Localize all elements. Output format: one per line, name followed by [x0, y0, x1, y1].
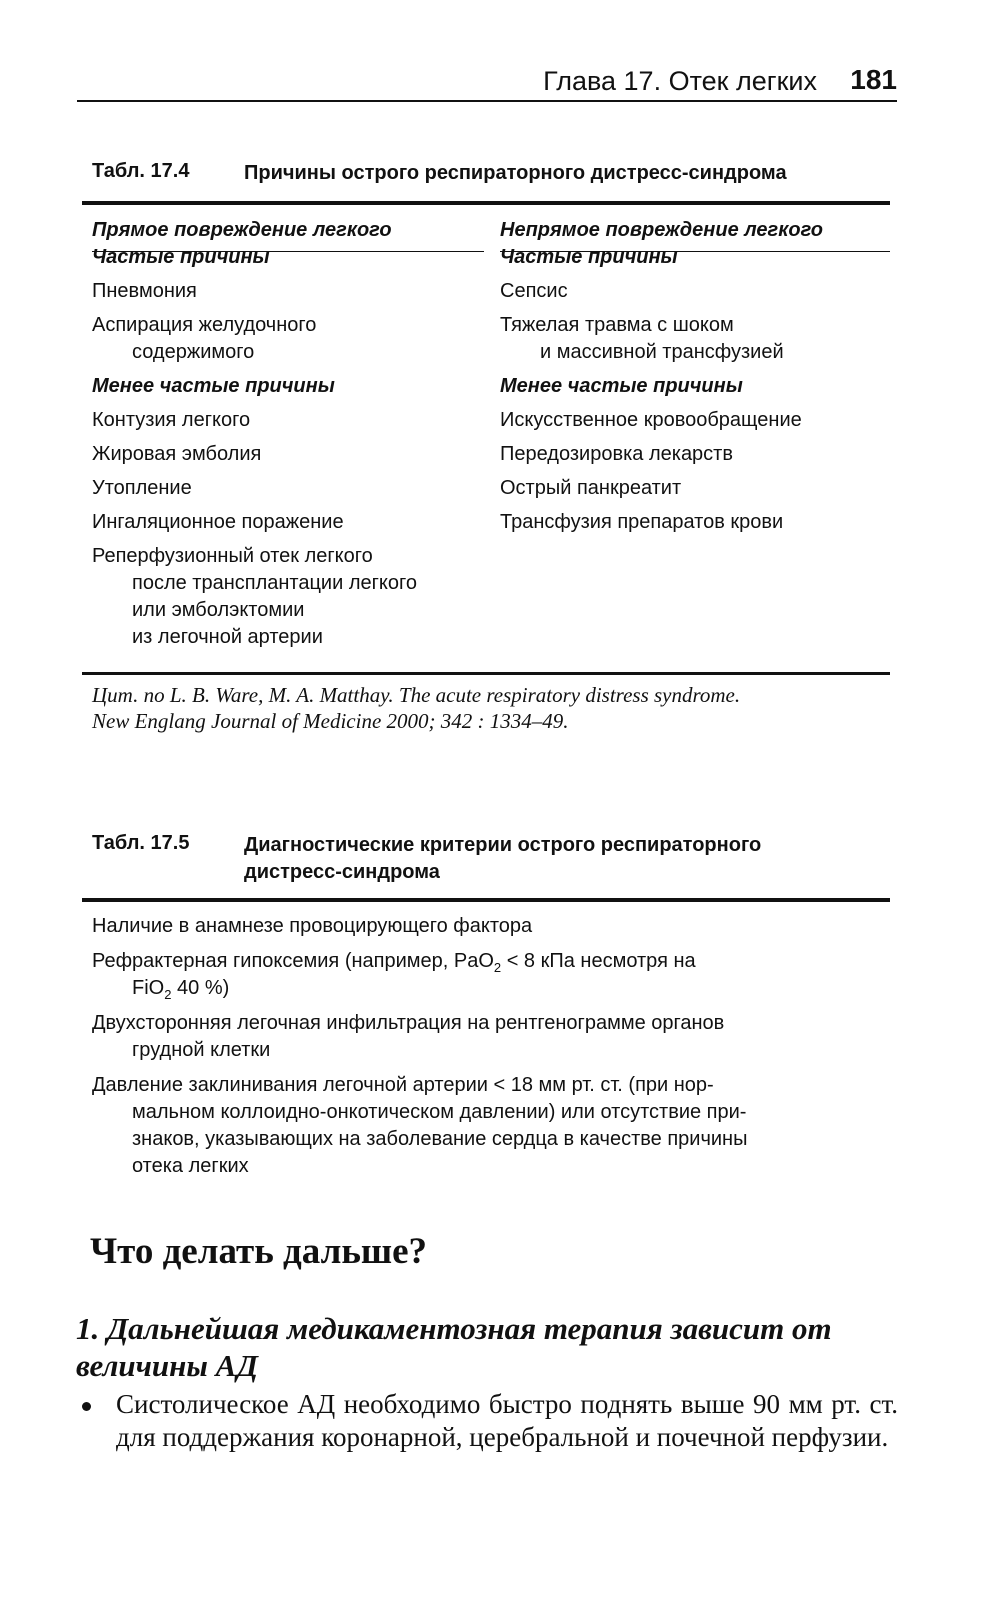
list-item: Ингаляционное поражение [92, 511, 344, 533]
section-title: Что делать дальше? [90, 1231, 428, 1272]
page-number: 181 [850, 64, 897, 95]
table-17-5-title: Диагностические критерии острого респираторного дистресс-синдрома [244, 834, 762, 883]
bullet-item [76, 1388, 898, 1454]
list-item: Двухсторонняя легочная инфильтрация на рентгенограмме органов грудной клетки [92, 1012, 725, 1061]
table-17-4-top-rule [82, 201, 890, 205]
bullet-text: Систолическое АД необходимо быстро поднять выше 90 мм рт. ст. для поддержания коронарной, церебральной и почечной перфузии. [116, 1389, 898, 1452]
list-item: Сепсис [500, 280, 568, 302]
table-17-5 [92, 913, 872, 1188]
bullet-icon [82, 1402, 91, 1411]
list-item: Контузия легкого [92, 409, 251, 431]
table-17-5-top-rule [82, 898, 890, 902]
table-17-5-number: Табл. 17.5 [92, 832, 190, 854]
list-item: Тяжелая травма с шоком и массивной трансфузией [500, 314, 784, 363]
list-item: Давление заклинивания легочной артерии < 18 мм рт. ст. (при нор- мальном коллоидно-онкотическом давлении) или отсутствие при- знаков, указывающих на заболевание сердца в качестве причины отека легких [92, 1074, 748, 1177]
right-less-label: Менее частые причины [500, 375, 743, 397]
table-17-4-title: Причины острого респираторного дистресс-синдрома [244, 162, 787, 184]
header-rule [77, 100, 897, 102]
left-less-label: Менее частые причины [92, 375, 335, 397]
list-item: Пневмония [92, 280, 197, 302]
list-item: Наличие в анамнезе провоцирующего фактора [92, 915, 533, 937]
list-item: Утопление [92, 477, 192, 499]
table-17-4-number: Табл. 17.4 [92, 160, 190, 182]
list-item: Реперфузионный отек легкого после трансплантации легкого или эмболэктомии из легочной артерии [92, 545, 417, 648]
citation-line-1: Цит. по L. B. Ware, M. A. Matthay. The acute respiratory distress syndrome. [92, 683, 741, 707]
left-frequent-label: Частые причины [92, 246, 270, 268]
list-item: Аспирация желудочного содержимого [92, 314, 317, 363]
left-column-heading: Прямое повреждение легкого [92, 219, 392, 241]
right-column-heading: Непрямое повреждение легкого [500, 219, 823, 241]
list-item: Искусственное кровообращение [500, 409, 802, 431]
table-17-4-left-column [92, 210, 492, 651]
subsection-title: 1. Дальнейшая медикаментозная терапия зависит от величины АД [76, 1311, 832, 1383]
right-heading-rule [500, 251, 890, 252]
list-item: Передозировка лекарств [500, 443, 733, 465]
list-item: Трансфузия препаратов крови [500, 511, 784, 533]
list-item: Острый панкреатит [500, 477, 682, 499]
table-17-4-citation [92, 682, 902, 734]
list-item: Рефрактерная гипоксемия (например, PaO$_2$ < 8 кПа несмотря на FiO$_2$ 40 %) [92, 950, 696, 1002]
citation-line-2: New Englang Journal of Medicine 2000; 342 : 1334–49. [92, 709, 569, 733]
table-17-4-bottom-rule [82, 672, 890, 675]
table-17-4-right-column [500, 210, 900, 536]
list-item: Жировая эмболия [92, 443, 262, 465]
chapter-title: Глава 17. Отек легких [543, 66, 817, 96]
left-heading-rule [92, 251, 484, 252]
running-header [77, 62, 897, 102]
right-frequent-label: Частые причины [500, 246, 678, 268]
